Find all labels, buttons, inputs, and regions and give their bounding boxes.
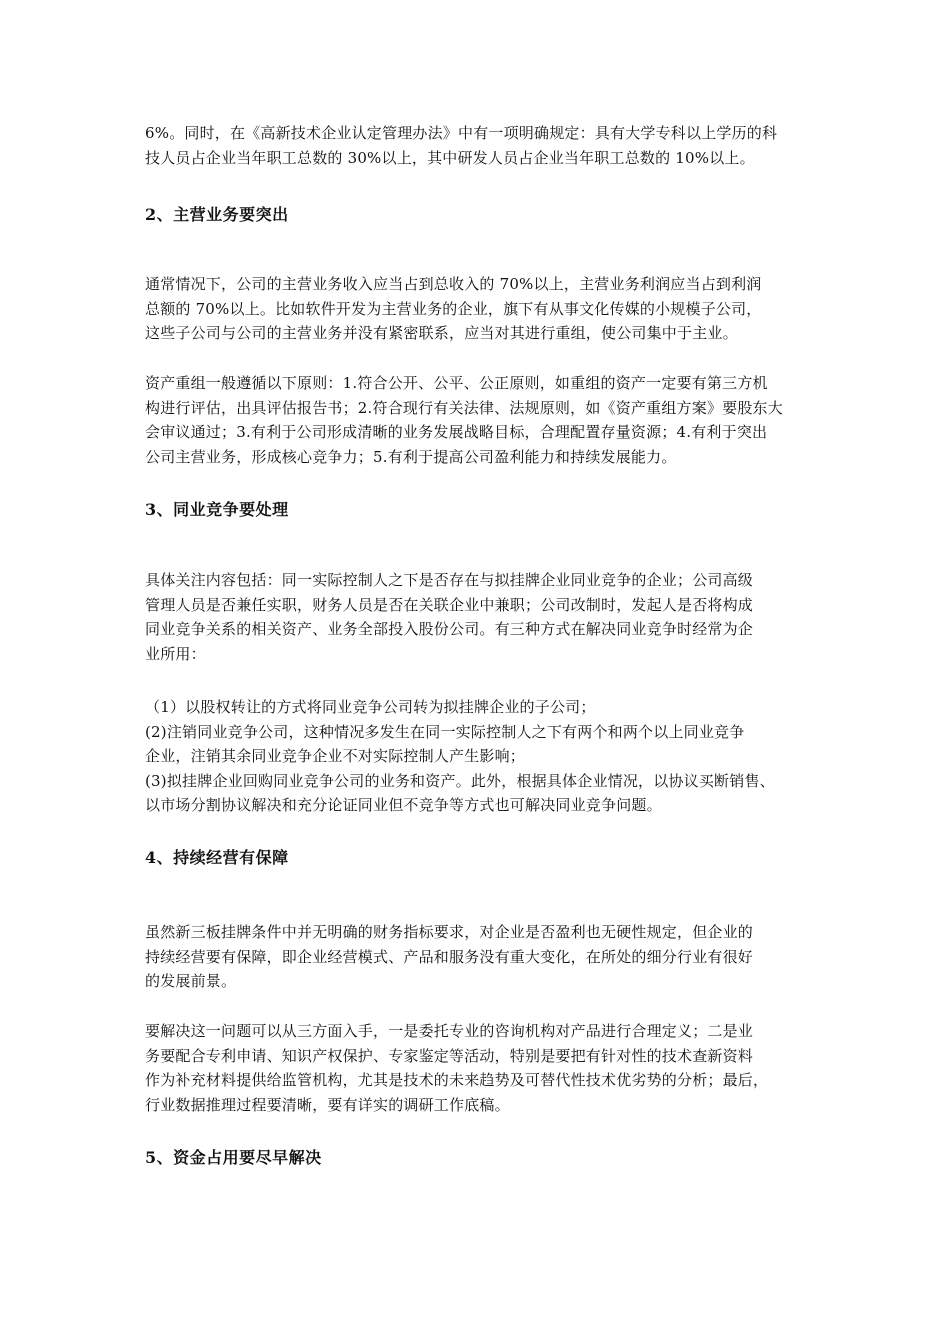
text-line: 虽然新三板挂牌条件中并无明确的财务指标要求，对企业是否盈利也无硬性规定，但企业的 — [145, 923, 754, 941]
section-heading-5: 5、资金占用要尽早解决 — [145, 1148, 322, 1167]
text-line: 同业竞争关系的相关资产、业务全部投入股份公司。有三种方式在解决同业竞争时经常为企 — [145, 620, 754, 638]
text-line: 构进行评估，出具评估报告书；2.符合现行有关法律、法规原则，如《资产重组方案》要股东大 — [145, 398, 783, 417]
section-heading-3: 3、同业竞争要处理 — [145, 500, 289, 519]
text-line: 作为补充材料提供给监管机构，尤其是技术的未来趋势及可替代性技术优劣势的分析；最后， — [145, 1071, 769, 1089]
text-line: 的发展前景。 — [145, 972, 237, 990]
text-line: 要解决这一问题可以从三方面入手，一是委托专业的咨询机构对产品进行合理定义；二是业 — [145, 1022, 754, 1040]
section-heading-4: 4、持续经营有保障 — [145, 848, 289, 867]
text-line: (2)注销同业竞争公司，这种情况多发生在同一实际控制人之下有两个和两个以上同业竞争 — [145, 722, 745, 741]
text-line: 公司主营业务，形成核心竞争力；5.有利于提高公司盈利能力和持续发展能力。 — [145, 447, 677, 466]
text-line: 业所用： — [145, 644, 206, 663]
paragraph-restructuring-principles — [145, 371, 835, 469]
paragraph-competition-methods — [145, 695, 835, 818]
text-line: 资产重组一般遵循以下原则：1.符合公开、公平、公正原则，如重组的资产一定要有第三方机 — [145, 374, 768, 392]
paragraph-solution — [145, 1019, 835, 1117]
text-line: 通常情况下，公司的主营业务收入应当占到总收入的 70%以上，主营业务利润应当占到利润 — [145, 275, 762, 293]
text-line: 行业数据推理过程要清晰，要有详实的调研工作底稿。 — [145, 1095, 510, 1114]
text-line: 这些子公司与公司的主营业务并没有紧密联系，应当对其进行重组，使公司集中于主业。 — [145, 324, 738, 342]
section-heading-2: 2、主营业务要突出 — [145, 205, 289, 224]
paragraph-main-business — [145, 272, 835, 346]
text-line: 技人员占企业当年职工总数的 30%以上，其中研发人员占企业当年职工总数的 10%以上。 — [145, 148, 755, 167]
paragraph-competition-focus — [145, 568, 835, 666]
text-line: 企业，注销其余同业竞争企业不对实际控制人产生影响； — [145, 747, 526, 765]
text-line: 总额的 70%以上。比如软件开发为主营业务的企业，旗下有从事文化传媒的小规模子公司， — [145, 299, 762, 318]
text-line: 务要配合专利申请、知识产权保护、专家鉴定等活动，特别是要把有针对性的技术查新资料 — [145, 1046, 754, 1065]
text-line: 具体关注内容包括：同一实际控制人之下是否存在与拟挂牌企业同业竞争的企业；公司高级 — [145, 571, 754, 589]
text-line: 持续经营要有保障，即企业经营模式、产品和服务没有重大变化，在所处的细分行业有很好 — [145, 947, 754, 966]
text-line: 6%。同时，在《高新技术企业认定管理办法》中有一项明确规定：具有大学专科以上学历的科 — [145, 124, 778, 142]
paragraph-staff-ratio — [145, 121, 835, 170]
text-line: 会审议通过；3.有利于公司形成清晰的业务发展战略目标，合理配置存量资源；4.有利于突出 — [145, 423, 768, 441]
text-line: 以市场分割协议解决和充分论证同业但不竞争等方式也可解决同业竞争问题。 — [145, 796, 662, 814]
text-line: (3)拟挂牌企业回购同业竞争公司的业务和资产。此外，根据具体企业情况，以协议买断销售、 — [145, 771, 775, 790]
paragraph-going-concern — [145, 920, 835, 994]
text-line: 管理人员是否兼任实职，财务人员是否在关联企业中兼职；公司改制时，发起人是否将构成 — [145, 595, 754, 614]
text-line: （1）以股权转让的方式将同业竞争公司转为拟挂牌企业的子公司； — [145, 698, 596, 716]
